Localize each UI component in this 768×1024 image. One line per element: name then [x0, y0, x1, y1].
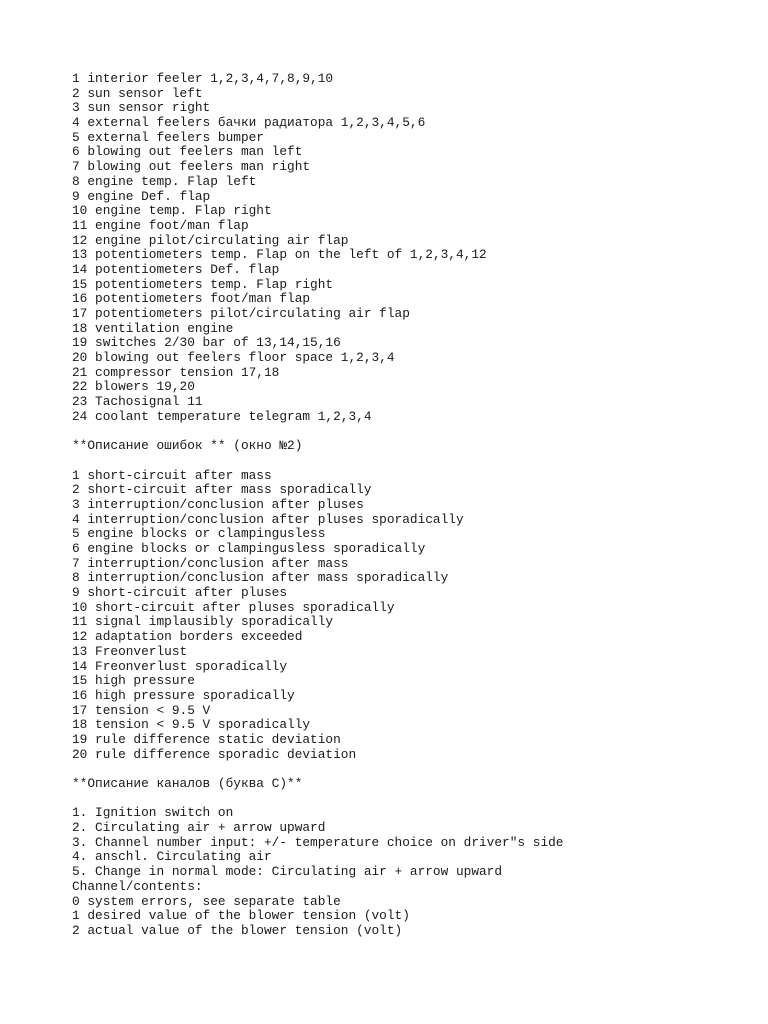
sensor-item: 15 potentiometers temp. Flap right	[72, 276, 334, 292]
sensor-item: 4 external feelers бачки радиатора 1,2,3,4,5,6	[72, 115, 426, 131]
channel-item: 3. Channel number input: +/- temperature choice on driver"s side	[72, 834, 564, 850]
channel-item: Channel/contents:	[72, 878, 203, 894]
channel-item: 2. Circulating air + arrow upward	[72, 820, 326, 836]
error-item: 4 interruption/conclusion after pluses sporadically	[72, 511, 464, 527]
sensor-item: 18 ventilation engine	[72, 320, 234, 336]
sensor-item: 5 external feelers bumper	[72, 129, 264, 145]
error-item: 2 short-circuit after mass sporadically	[72, 482, 372, 498]
blank-line	[72, 425, 752, 440]
sensor-item: 14 potentiometers Def. flap	[72, 261, 280, 277]
error-list	[72, 469, 752, 763]
sensor-item: 13 potentiometers temp. Flap on the left of 1,2,3,4,12	[72, 247, 487, 263]
error-item: 9 short-circuit after pluses	[72, 585, 288, 601]
channel-item: 5. Change in normal mode: Circulating air + arrow upward	[72, 864, 503, 880]
sensor-item: 9 engine Def. flap	[72, 188, 211, 204]
sensor-item: 17 potentiometers pilot/circulating air flap	[72, 306, 410, 321]
errors-heading: **Описание ошибок ** (окно №2)	[72, 438, 303, 454]
channel-item: 2 actual value of the blower tension (volt)	[72, 922, 403, 938]
channel-item: 1 desired value of the blower tension (volt)	[72, 908, 410, 924]
error-item: 5 engine blocks or clampingusless	[72, 526, 326, 542]
error-item: 15 high pressure	[72, 673, 195, 689]
error-item: 20 rule difference sporadic deviation	[72, 746, 357, 762]
channel-item: 0 system errors, see separate table	[72, 893, 341, 909]
sensor-item: 1 interior feeler 1,2,3,4,7,8,9,10	[72, 71, 334, 86]
sensor-item: 21 compressor tension 17,18	[72, 364, 280, 380]
blank-line	[72, 792, 752, 807]
sensor-item: 2 sun sensor left	[72, 85, 203, 101]
error-item: 12 adaptation borders exceeded	[72, 629, 303, 645]
error-item: 10 short-circuit after pluses sporadically	[72, 599, 395, 615]
sensor-item: 20 blowing out feelers floor space 1,2,3,4	[72, 350, 395, 366]
blank-line	[72, 454, 752, 469]
sensor-item: 24 coolant temperature telegram 1,2,3,4	[72, 408, 372, 424]
sensor-item: 19 switches 2/30 bar of 13,14,15,16	[72, 335, 341, 351]
sensor-item: 7 blowing out feelers man right	[72, 159, 311, 175]
error-item: 18 tension < 9.5 V sporadically	[72, 717, 311, 733]
error-item: 1 short-circuit after mass	[72, 467, 272, 483]
error-item: 13 Freonverlust	[72, 643, 188, 659]
channel-item: 4. anschl. Circulating air	[72, 849, 272, 865]
blank-line	[72, 762, 752, 777]
sensor-item: 16 potentiometers foot/man flap	[72, 291, 311, 307]
error-item: 6 engine blocks or clampingusless sporadically	[72, 541, 426, 556]
error-item: 19 rule difference static deviation	[72, 731, 341, 747]
sensor-item: 12 engine pilot/circulating air flap	[72, 232, 349, 248]
sensor-item: 11 engine foot/man flap	[72, 217, 249, 233]
sensor-item: 6 blowing out feelers man left	[72, 144, 303, 160]
document-page	[72, 72, 752, 939]
sensor-item: 23 Tachosignal 11	[72, 394, 203, 410]
error-item: 16 high pressure sporadically	[72, 687, 295, 703]
error-item: 7 interruption/conclusion after mass	[72, 555, 349, 571]
error-item: 14 Freonverlust sporadically	[72, 658, 288, 674]
error-item: 17 tension < 9.5 V	[72, 702, 211, 718]
sensor-list	[72, 72, 752, 425]
sensor-item: 3 sun sensor right	[72, 100, 211, 116]
sensor-item: 8 engine temp. Flap left	[72, 173, 257, 189]
error-item: 3 interruption/conclusion after pluses	[72, 496, 364, 512]
error-item: 11 signal implausibly sporadically	[72, 614, 334, 630]
sensor-item: 22 blowers 19,20	[72, 379, 195, 395]
error-item: 8 interruption/conclusion after mass sporadically	[72, 570, 449, 586]
sensor-item: 10 engine temp. Flap right	[72, 203, 272, 219]
channel-item: 1. Ignition switch on	[72, 805, 234, 821]
channel-list	[72, 806, 752, 938]
channels-heading: **Описание каналов (буква C)**	[72, 776, 303, 791]
